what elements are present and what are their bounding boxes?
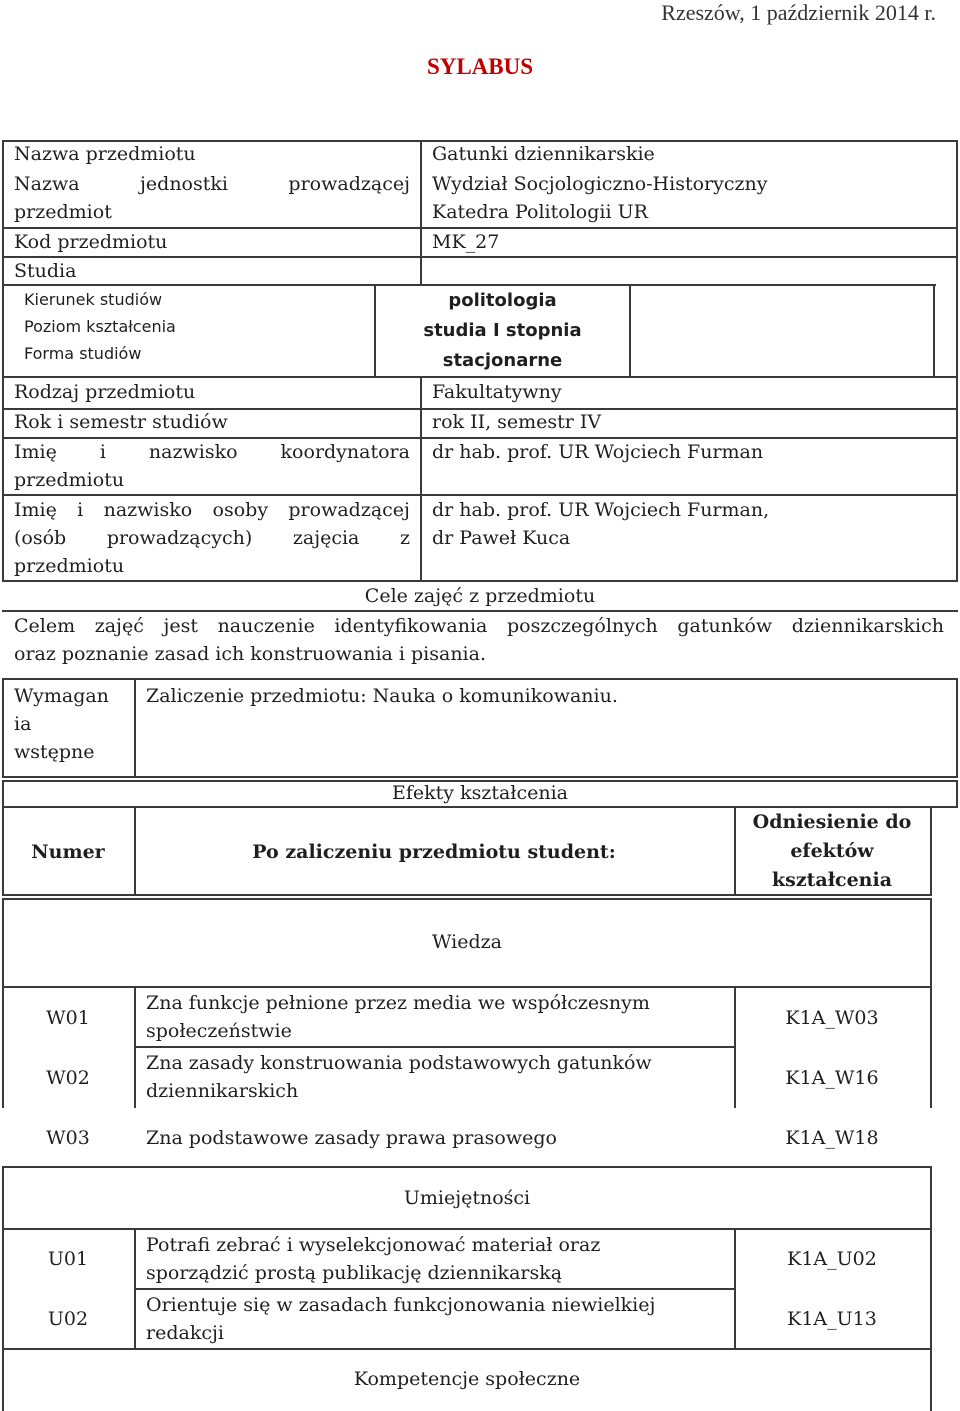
type-value: Fakultatywny bbox=[432, 381, 562, 403]
col-ref-header-line: Odniesienie do bbox=[752, 811, 912, 833]
year-label: Rok i semestr studiów bbox=[14, 411, 228, 433]
code-label: Kod przedmiotu bbox=[14, 231, 168, 253]
field-value: politologia bbox=[448, 290, 557, 311]
document-date: Rzeszów, 1 październik 2014 r. bbox=[661, 0, 936, 25]
goals-word: poszczególnych bbox=[506, 615, 658, 637]
teachers-label-word: Imię bbox=[14, 499, 57, 521]
teachers-label-word: prowadzących) bbox=[106, 527, 253, 549]
teachers-label-word: zajęcia bbox=[292, 527, 360, 549]
goals-word: dziennikarskich bbox=[791, 615, 944, 637]
table-row-ref: K1A_U13 bbox=[787, 1308, 877, 1330]
table-row-text: Zna zasady konstruowania podstawowych gatunków bbox=[146, 1052, 652, 1074]
form-value: stacjonarne bbox=[442, 350, 563, 371]
table-row-text: dziennikarskich bbox=[146, 1080, 299, 1102]
document-title: SYLABUS bbox=[426, 54, 534, 79]
unit-label-line2: przedmiot bbox=[14, 201, 112, 223]
coordinator-label-word: Imię bbox=[14, 441, 57, 463]
unit-label-word: prowadzącej bbox=[288, 173, 410, 195]
requirements-label-line1: Wymagan bbox=[14, 685, 109, 707]
requirements-value: Zaliczenie przedmiotu: Nauka o komunikowaniu. bbox=[146, 685, 618, 707]
goals-heading: Cele zajęć z przedmiotu bbox=[364, 585, 596, 607]
table-row-text: Potrafi zebrać i wyselekcjonować materiał oraz bbox=[146, 1234, 601, 1256]
field-label: Kierunek studiów bbox=[24, 290, 163, 309]
unit-label-word: Nazwa bbox=[14, 173, 80, 195]
teachers-label-word: osoby bbox=[212, 499, 269, 521]
teachers-label-word: nazwisko bbox=[103, 499, 193, 521]
goals-word: zajęć bbox=[94, 615, 144, 637]
goals-text-line1 bbox=[14, 612, 944, 640]
goals-text-line2: oraz poznanie zasad ich konstruowania i pisania. bbox=[14, 643, 487, 665]
goals-word: gatunków bbox=[677, 615, 773, 637]
table-row-text: Zna podstawowe zasady prawa prasowego bbox=[146, 1127, 557, 1149]
table-row-text: Orientuje się w zasadach funkcjonowania niewielkiej bbox=[146, 1294, 656, 1316]
goals-word: identyfikowania bbox=[334, 615, 488, 637]
social-heading: Kompetencje społeczne bbox=[353, 1368, 581, 1390]
table-row-text: sporządzić prostą publikację dziennikarską bbox=[146, 1262, 563, 1284]
teachers-label-word: z bbox=[399, 527, 410, 549]
coordinator-label-word: koordynatora bbox=[280, 441, 410, 463]
knowledge-heading: Wiedza bbox=[431, 931, 503, 953]
skills-heading: Umiejętności bbox=[403, 1187, 531, 1209]
table-row-text: redakcji bbox=[146, 1322, 224, 1344]
teachers-label-line1 bbox=[14, 496, 410, 524]
table-row-text: Zna funkcje pełnione przez media we współczesnym bbox=[146, 992, 650, 1014]
studies-label: Studia bbox=[14, 260, 77, 282]
table-row-num: U02 bbox=[47, 1308, 89, 1330]
table-row-text: społeczeństwie bbox=[146, 1020, 292, 1042]
table-row-ref: K1A_W18 bbox=[785, 1127, 879, 1149]
coordinator-label bbox=[14, 438, 410, 466]
coordinator-label-line2: przedmiotu bbox=[14, 469, 125, 491]
teachers-label-word: prowadzącej bbox=[288, 499, 410, 521]
teachers-label-word: (osób bbox=[14, 527, 67, 549]
goals-word: jest bbox=[163, 615, 198, 637]
goals-word: nauczenie bbox=[217, 615, 315, 637]
unit-label-word: jednostki bbox=[140, 173, 228, 195]
unit-value-department: Katedra Politologii UR bbox=[432, 201, 648, 223]
col-ref-header-line: kształcenia bbox=[771, 869, 893, 891]
table-row-ref: K1A_W16 bbox=[785, 1067, 879, 1089]
table-row-ref: K1A_U02 bbox=[787, 1248, 877, 1270]
subject-name-value: Gatunki dziennikarskie bbox=[432, 143, 655, 165]
table-row-num: W01 bbox=[46, 1007, 90, 1029]
col-number-header: Numer bbox=[31, 841, 105, 863]
table-row-ref: K1A_W03 bbox=[785, 1007, 879, 1029]
teachers-value-line2: dr Paweł Kuca bbox=[432, 527, 571, 549]
teachers-label-word: i bbox=[77, 499, 84, 521]
goals-word: Celem bbox=[14, 615, 76, 637]
effects-heading: Efekty kształcenia bbox=[392, 782, 568, 804]
year-value: rok II, semestr IV bbox=[432, 411, 602, 433]
col-ref-header-line: efektów bbox=[790, 840, 874, 862]
coordinator-value: dr hab. prof. UR Wojciech Furman bbox=[432, 441, 764, 463]
unit-value-faculty: Wydział Socjologiczno-Historyczny bbox=[432, 173, 768, 195]
teachers-label-line2 bbox=[14, 524, 410, 552]
subject-name-label: Nazwa przedmiotu bbox=[14, 143, 196, 165]
level-value: studia I stopnia bbox=[423, 320, 582, 341]
col-ref-header bbox=[734, 808, 930, 895]
requirements-label-line2: ia bbox=[14, 713, 32, 735]
teachers-label-line3: przedmiotu bbox=[14, 555, 125, 577]
level-label: Poziom kształcenia bbox=[24, 317, 176, 336]
code-value: MK_27 bbox=[432, 231, 500, 253]
coordinator-label-word: i bbox=[99, 441, 106, 463]
table-row-num: W02 bbox=[46, 1067, 90, 1089]
form-label: Forma studiów bbox=[24, 344, 142, 363]
table-row-num: W03 bbox=[46, 1127, 90, 1149]
requirements-label-line3: wstępne bbox=[14, 741, 95, 763]
teachers-value-line1: dr hab. prof. UR Wojciech Furman, bbox=[432, 499, 770, 521]
col-student-header: Po zaliczeniu przedmiotu student: bbox=[252, 841, 616, 863]
unit-label bbox=[14, 170, 410, 198]
coordinator-label-word: nazwisko bbox=[148, 441, 238, 463]
table-row-num: U01 bbox=[47, 1248, 89, 1270]
type-label: Rodzaj przedmiotu bbox=[14, 381, 196, 403]
